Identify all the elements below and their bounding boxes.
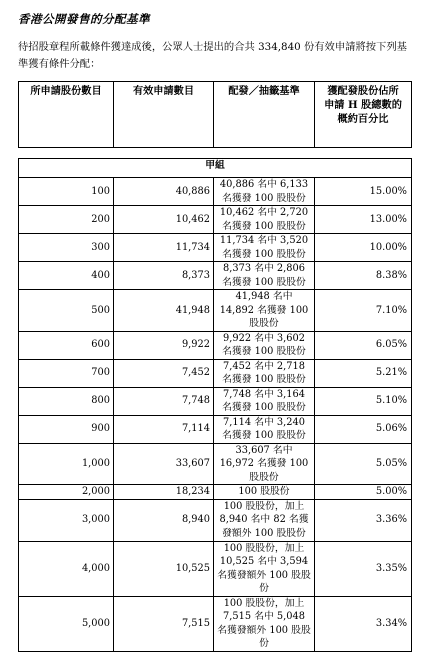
cell-shares-applied: 700 bbox=[19, 359, 114, 387]
allocation-table bbox=[18, 81, 412, 652]
cell-allotment-percentage: 3.36% bbox=[315, 499, 412, 541]
cell-shares-applied: 100 bbox=[19, 178, 114, 206]
cell-shares-applied: 400 bbox=[19, 262, 114, 290]
table-row bbox=[19, 331, 412, 359]
intro-paragraph: 待招股章程所載條件獲達成後，公眾人士提出的合共 334,840 份有效申請將按下列基準獲有條件分配： bbox=[18, 41, 407, 70]
cell-allotment-percentage: 3.34% bbox=[315, 596, 412, 651]
cell-allotment-basis: 9,922 名中 3,602 名獲發 100 股股份 bbox=[214, 331, 315, 359]
cell-allotment-basis: 41,948 名中 14,892 名獲發 100 股股份 bbox=[214, 290, 315, 332]
cell-allotment-basis: 33,607 名中 16,972 名獲發 100 股股份 bbox=[214, 443, 315, 485]
cell-valid-applications: 7,748 bbox=[114, 387, 214, 415]
cell-allotment-percentage: 6.05% bbox=[315, 331, 412, 359]
table-row bbox=[19, 290, 412, 332]
cell-valid-applications: 8,940 bbox=[114, 499, 214, 541]
table-row bbox=[19, 485, 412, 500]
cell-shares-applied: 2,000 bbox=[19, 485, 114, 500]
table-row bbox=[19, 596, 412, 651]
cell-allotment-percentage: 3.35% bbox=[315, 541, 412, 596]
cell-valid-applications: 9,922 bbox=[114, 331, 214, 359]
table-row bbox=[19, 499, 412, 541]
cell-allotment-basis: 11,734 名中 3,520 名獲發 100 股股份 bbox=[214, 234, 315, 262]
cell-allotment-basis: 100 股股份，加上 10,525 名中 3,594 名獲發額外 100 股股份 bbox=[214, 541, 315, 596]
cell-valid-applications: 18,234 bbox=[114, 485, 214, 500]
cell-allotment-basis: 100 股股份，加上 8,940 名中 82 名獲發額外 100 股股份 bbox=[214, 499, 315, 541]
group-row bbox=[19, 159, 412, 174]
cell-shares-applied: 900 bbox=[19, 415, 114, 443]
cell-valid-applications: 41,948 bbox=[114, 290, 214, 332]
cell-allotment-basis: 7,114 名中 3,240 名獲發 100 股股份 bbox=[214, 415, 315, 443]
group-label: 甲組 bbox=[19, 159, 412, 174]
cell-valid-applications: 10,462 bbox=[114, 206, 214, 234]
cell-allotment-basis: 7,452 名中 2,718 名獲發 100 股股份 bbox=[214, 359, 315, 387]
cell-valid-applications: 33,607 bbox=[114, 443, 214, 485]
cell-shares-applied: 3,000 bbox=[19, 499, 114, 541]
header-allotment-basis: 配發／抽籤基準 bbox=[214, 82, 315, 148]
cell-valid-applications: 11,734 bbox=[114, 234, 214, 262]
header-shares-applied: 所申請股份數目 bbox=[19, 82, 114, 148]
cell-allotment-percentage: 7.10% bbox=[315, 290, 412, 332]
cell-shares-applied: 4,000 bbox=[19, 541, 114, 596]
cell-allotment-basis: 40,886 名中 6,133 名獲發 100 股股份 bbox=[214, 178, 315, 206]
cell-allotment-percentage: 13.00% bbox=[315, 206, 412, 234]
table-row bbox=[19, 541, 412, 596]
cell-valid-applications: 40,886 bbox=[114, 178, 214, 206]
header-valid-applications: 有效申請數目 bbox=[114, 82, 214, 148]
table-row bbox=[19, 234, 412, 262]
header-allotment-percentage: 獲配發股份佔所申請 H 股總數的概約百分比 bbox=[315, 82, 412, 148]
cell-allotment-percentage: 10.00% bbox=[315, 234, 412, 262]
cell-allotment-basis: 10,462 名中 2,720 名獲發 100 股股份 bbox=[214, 206, 315, 234]
cell-allotment-percentage: 5.06% bbox=[315, 415, 412, 443]
header-row bbox=[19, 82, 412, 148]
table-row bbox=[19, 206, 412, 234]
table-row bbox=[19, 415, 412, 443]
table-row bbox=[19, 443, 412, 485]
cell-allotment-basis: 8,373 名中 2,806 名獲發 100 股股份 bbox=[214, 262, 315, 290]
cell-allotment-percentage: 8.38% bbox=[315, 262, 412, 290]
cell-shares-applied: 5,000 bbox=[19, 596, 114, 651]
section-heading: 香港公開發售的分配基準 bbox=[18, 12, 150, 26]
cell-valid-applications: 7,515 bbox=[114, 596, 214, 651]
table-row bbox=[19, 387, 412, 415]
table-row bbox=[19, 262, 412, 290]
cell-allotment-percentage: 5.05% bbox=[315, 443, 412, 485]
cell-shares-applied: 1,000 bbox=[19, 443, 114, 485]
cell-allotment-percentage: 5.00% bbox=[315, 485, 412, 500]
cell-allotment-basis: 7,748 名中 3,164 名獲發 100 股股份 bbox=[214, 387, 315, 415]
cell-shares-applied: 800 bbox=[19, 387, 114, 415]
cell-valid-applications: 7,114 bbox=[114, 415, 214, 443]
cell-allotment-percentage: 5.21% bbox=[315, 359, 412, 387]
cell-valid-applications: 7,452 bbox=[114, 359, 214, 387]
cell-shares-applied: 300 bbox=[19, 234, 114, 262]
cell-shares-applied: 200 bbox=[19, 206, 114, 234]
cell-valid-applications: 10,525 bbox=[114, 541, 214, 596]
cell-valid-applications: 8,373 bbox=[114, 262, 214, 290]
table-row bbox=[19, 359, 412, 387]
cell-allotment-percentage: 15.00% bbox=[315, 178, 412, 206]
cell-shares-applied: 600 bbox=[19, 331, 114, 359]
table-row bbox=[19, 178, 412, 206]
cell-allotment-percentage: 5.10% bbox=[315, 387, 412, 415]
cell-allotment-basis: 100 股股份 bbox=[214, 485, 315, 500]
cell-shares-applied: 500 bbox=[19, 290, 114, 332]
cell-allotment-basis: 100 股股份，加上 7,515 名中 5,048 名獲發額外 100 股股份 bbox=[214, 596, 315, 651]
blank-row bbox=[19, 148, 412, 159]
